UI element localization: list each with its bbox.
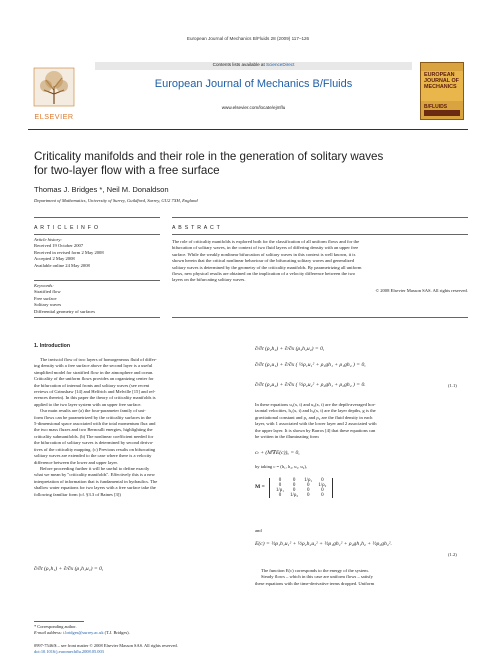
equation: ∂/∂t (ρ₁u₁) + ∂/∂x ( ½ρ₁u₁² + ρ₁gh₁ + ρ₁gh₂ ) = 0, [255,362,366,368]
equation: ∂/∂t (ρ₂h₂) + ∂/∂x (ρ₂h₂u₂) = 0, [255,346,325,352]
history-online: Available online 24 May 2008 [34,262,90,268]
email-link[interactable]: t.bridges@surrey.ac.uk [63,630,104,635]
keyword: Solitary waves [34,302,62,308]
abstract-line: The role of criticality manifolds is explored both for the classification of all uniform flows and for the [172,239,360,244]
abstract-line: shown herein that the critical nonlinear behaviour of the bifurcating solitary waves and generalized [172,258,355,264]
intro-line: simplified model for stratified flow in the atmosphere and ocean. [34,369,154,375]
intro-line: tives of the criticality mapping. (c) Previous results on bifurcating [34,446,156,452]
issn-line: 0997-7546/$ – see front matter © 2008 Elsevier Masson SAS. All rights reserved. [34,643,178,648]
article-history [34,237,104,269]
article-title [34,150,383,178]
keyword: Stratified flow [34,289,61,295]
corresponding-author: * Corresponding author. [34,624,77,629]
equation-number: (1.1) [448,383,457,388]
cover-title: EUROPEAN JOURNAL OF MECHANICS [424,72,459,90]
abstract-rule-bottom [172,317,468,318]
matrix-label: M = [255,484,265,491]
intro-line: Our main results are (a) the four-parameter family of uni- [40,408,146,414]
intro-line: erences therein). In this paper the theory of criticality manifolds is [34,395,156,401]
footnote [34,624,130,636]
journal-cover [420,62,464,120]
body-line: these equations with the time-derivative terms dropped. Uniform [255,580,375,586]
intro-line: the bifurcation of internal fronts and solitary waves (see recent [34,382,150,388]
article-info-heading: A R T I C L E I N F O [34,225,99,231]
history-label: Article history: [34,237,62,242]
and-text: and [255,528,262,533]
publication-info [34,643,178,655]
abstract-line: flows, new physical results are obtained on the implication of a velocity difference between the two [172,271,356,277]
body-line: the upper layer. It is shown by Barros [4] that these equations can [255,427,376,433]
matrix-table: 0 0 1/ρ₁ 0 0 0 0 1/ρ₂ 1/ρ₁ 0 0 0 0 1/ρ₂ 0 0 [269,478,334,498]
equation: E(c) = ½ρ₁h₁u₁² + ½ρ₂h₂u₂² + ½ρ₁gh₁² + ρ₂gh₁h₂ + ½ρ₂gh₂². [255,541,392,547]
intro-line: applied to the two layer system with an upper free surface. [34,401,142,407]
right-para-2 [255,568,467,587]
history-revised: Received in revised form 2 May 2008 [34,249,104,255]
body-line: The function E(c) corresponds to the energy of the system. [261,568,369,573]
abstract-body [172,239,468,294]
title-line-2: for two-layer flow with a free surface [34,164,220,177]
publisher-name: ELSEVIER [34,112,74,121]
contents-prefix: Contents lists available at [212,62,267,67]
abstract-line: bifurcation of solitary waves, in the context of two fluid layers of differing density with an upper free [172,245,359,251]
matrix-M [255,478,333,498]
abstract-copyright: © 2008 Elsevier Masson SAS. All rights reserved. [375,287,468,293]
equation-number: (1.2) [448,552,457,557]
section-heading: 1. Introduction [34,343,71,349]
intro-line: interpretation of information that is fundamental in hydraulics. The [34,478,158,484]
body-line: Steady flows – which in this case are uniform flows – satisfy [261,574,373,580]
intro-line: criticality submanifolds. (b) The nonlinear coefficient needed for [34,433,154,439]
intro-line: following familiar form (cf. §3.3 of Baines [3]) [34,491,121,497]
doi-link[interactable]: doi:10.1016/j.euromechflu.2008.05.003 [34,649,104,654]
keyword: Free surface [34,295,57,301]
body-line: In these equations u₁(x, t) and u₂(x, t) are the depth-averaged hor- [255,402,376,407]
intro-line: The inviscid flow of two layers of homogeneous fluid of differ- [40,357,157,362]
intro-line: solitary waves are extended to the case where there is a velocity [34,453,152,459]
info-rule-top [34,217,160,218]
abstract-line: surface. While the weakly nonlinear bifurcation of solitary waves in this context is well known, it is [172,251,356,257]
equation: cₜ + (M∇E(c))ₓ = 0, [255,450,300,456]
authors: Thomas J. Bridges *, Neil M. Donaldson [34,185,169,194]
sciencedirect-link[interactable]: ScienceDirect [266,62,295,67]
journal-title: European Journal of Mechanics B/Fluids [154,78,353,90]
intro-line: shallow water equations for two layers with a free surface take the [34,485,156,491]
running-head: European Journal of Mechanics B/Fluids 28 (2009) 117–126 [186,36,310,41]
abstract-line: solitary waves is determined by the geometry of the criticality manifolds. By parametrizing all uniform [172,264,362,270]
intro-line: Criticality of the uniform flows provides an organizing center for [34,376,154,382]
equation: ∂/∂t (ρ₁h₁) + ∂/∂x (ρ₁h₁u₁) = 0, [34,566,104,572]
keywords [34,283,95,315]
contents-line [95,62,412,68]
footnote-rule [34,621,84,622]
email-label: E-mail address: [34,630,64,635]
by-taking: by taking c = (h₁, h₂, u₁, u₂), [255,464,307,469]
keyword: Differential geometry of surfaces [34,308,96,314]
cover-subtitle: B/FLUIDS [424,104,448,110]
intro-line: ing density with a free surface above the second layer is a useful [34,363,153,369]
intro-line: 5-dimensional space associated with the total momentum flux and [34,421,156,427]
history-received: Received 19 October 2007 [34,243,84,249]
intro-line: what we mean by "criticality manifolds". Effectively this is a new [34,472,155,478]
header-rule [28,129,468,130]
history-accepted: Accepted 2 May 2008 [34,256,75,262]
info-rule-keywords [34,280,160,281]
abstract-line: layers on the bifurcating solitary waves. [172,277,246,283]
equation: ∂/∂t (ρ₂u₂) + ∂/∂x ( ½ρ₂u₂² + ρ₂gh₁ + ρ₂gh₂ ) = 0. [255,382,366,388]
intro-line: difference between the lower and upper layer. [34,459,118,465]
info-rule-mid [34,234,160,235]
body-line: izontal velocities, h₁(x, t) and h₂(x, t) are the layer depths, g is the [255,408,376,414]
abstract-rule-mid [172,234,468,235]
right-para [255,402,467,440]
abstract-rule-top [172,217,468,218]
intro-body [34,357,242,498]
title-line-1: Criticality manifolds and their role in the generation of solitary waves [34,150,384,163]
intro-line: Before proceeding further it will be useful to define exactly [40,465,150,471]
info-rule-bottom [34,317,160,318]
body-line: gravitational constant and ρ₁ and ρ₂ are the fluid density in each [255,414,373,420]
email-suffix: (T.J. Bridges). [103,630,130,635]
abstract-heading: A B S T R A C T [172,225,221,231]
body-line: layer, with 1 associated with the lower layer and 2 associated with [255,421,377,427]
intro-line: reviews of Grimshaw [14] and Helfrich and Melville [15] and ref- [34,389,156,395]
intro-line: the two mass fluxes and two Bernoulli energies, highlighting the [34,427,153,433]
journal-url[interactable]: www.elsevier.com/locate/ejmflu [221,105,286,110]
intro-line: the bifurcation of solitary waves is determined by second deriva- [34,440,154,446]
body-line: be written in the illuminating form [255,434,319,440]
intro-line: form flows can be parametrized by the criticality surfaces in the [34,414,152,420]
keywords-label: Keywords: [34,283,54,288]
affiliation: Department of Mathematics, University of Surrey, Guildford, Surrey, GU2 7XH, England [34,198,198,203]
